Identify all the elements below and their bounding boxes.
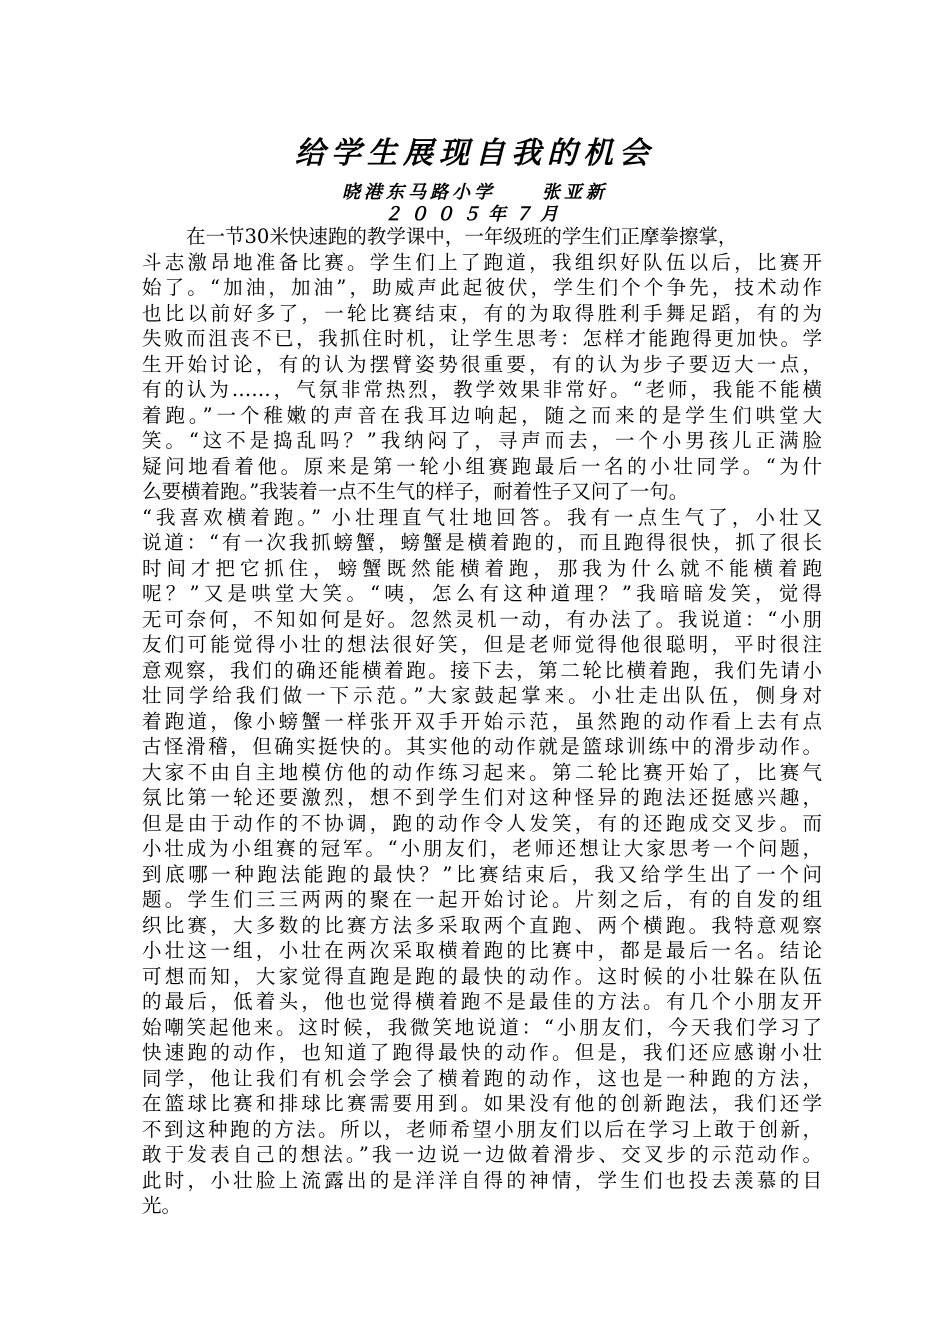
body-line: 小壮成为小组赛的冠军。“小朋友们，老师还想让大家思考一个问题，	[142, 837, 822, 860]
body-line: 说道：“有一次我抓螃蟹，螃蟹是横着跑的，而且跑得很快，抓了很长	[142, 531, 822, 554]
body-line: 呢？”又是哄堂大笑。“咦，怎么有这种道理？”我暗暗发笑，觉得	[142, 582, 822, 605]
body-line: 也比以前好多了，一轮比赛结束，有的为取得胜利手舞足蹈，有的为	[142, 301, 822, 325]
article-body	[142, 224, 822, 1219]
body-line: 无可奈何，不知如何是好。忽然灵机一动，有办法了。我说道：“小朋	[142, 607, 822, 631]
body-line: 时间才把它抓住，螃蟹既然能横着跑，那我为什么就不能横着跑	[142, 556, 822, 580]
body-line: 此时，小壮脸上流露出的是洋洋自得的神情，学生们也投去羡慕的目	[142, 1168, 822, 1192]
body-line: 意观察，我们的确还能横着跑。接下去，第二轮比横着跑，我们先请小	[142, 658, 822, 682]
body-line: 在一节30米快速跑的教学课中，一年级班的学生们正摩拳擦掌，	[186, 225, 738, 248]
body-line: 到底哪一种跑法能跑的最快？”比赛结束后，我又给学生出了一个问	[142, 862, 822, 886]
body-line: 但是由于动作的不协调，跑的动作令人发笑，有的还跑成交叉步。而	[142, 811, 822, 835]
body-line: 壮同学给我们做一下示范。”大家鼓起掌来。小壮走出队伍，侧身对	[142, 684, 822, 707]
body-line: 敢于发表自己的想法。”我一边说一边做着滑步、交叉步的示范动作。	[142, 1143, 822, 1166]
body-line: 有的认为……，气氛非常热烈，教学效果非常好。“老师，我能不能横	[142, 378, 822, 401]
document-title: 给学生展现自我的机会	[295, 136, 655, 171]
body-line: 快速跑的动作，也知道了跑得最快的动作。但是，我们还应感谢小壮	[142, 1041, 822, 1064]
body-line: 友们可能觉得小壮的想法很好笑，但是老师觉得他很聪明，平时很注	[142, 633, 822, 656]
body-line: 同学，他让我们有机会学会了横着跑的动作，这也是一种跑的方法，	[142, 1066, 822, 1090]
body-line: 么要横着跑。”我装着一点不生气的样子，耐着性子又问了一句。	[142, 480, 689, 503]
body-line: 可想而知，大家觉得直跑是跑的最快的动作。这时候的小壮躲在队伍	[142, 964, 822, 988]
body-line: “我喜欢横着跑。” 小壮理直气壮地回答。我有一点生气了，小壮又	[142, 505, 822, 529]
document-date: ２００５年７月	[384, 204, 566, 225]
body-line: 斗志激昂地准备比赛。学生们上了跑道，我组织好队伍以后，比赛开	[142, 250, 822, 274]
school-name: 晓港东马路小学	[342, 182, 496, 203]
body-line: 生开始讨论，有的认为摆臂姿势很重要，有的认为步子要迈大一点，	[142, 352, 822, 376]
body-line: 的最后，低着头，他也觉得横着跑不是最佳的方法。有几个小朋友开	[142, 990, 822, 1013]
body-line: 古怪滑稽，但确实挺快的。其实他的动作就是篮球训练中的滑步动作。	[142, 735, 822, 758]
body-line: 光。	[142, 1194, 182, 1217]
body-line: 小壮这一组，小壮在两次采取横着跑的比赛中，都是最后一名。结论	[142, 939, 822, 962]
body-line: 笑。“这不是捣乱吗？”我纳闷了，寻声而去，一个小男孩儿正满脸	[142, 429, 822, 452]
body-line: 疑问地看着他。原来是第一轮小组赛跑最后一名的小壮同学。“为什	[142, 454, 822, 478]
body-line: 着跑道，像小螃蟹一样张开双手开始示范，虽然跑的动作看上去有点	[142, 709, 822, 733]
body-line: 织比赛，大多数的比赛方法多采取两个直跑、两个横跑。我特意观察	[142, 913, 822, 937]
body-line: 着跑。”一个稚嫩的声音在我耳边响起，随之而来的是学生们哄堂大	[142, 403, 822, 427]
body-line: 失败而沮丧不已，我抓住时机，让学生思考：怎样才能跑得更加快。学	[142, 327, 822, 350]
body-line: 题。学生们三三两两的聚在一起开始讨论。片刻之后，有的自发的组	[142, 888, 822, 911]
body-line: 始嘲笑起他来。这时候，我微笑地说道：“小朋友们，今天我们学习了	[142, 1015, 822, 1039]
body-line: 在篮球比赛和排球比赛需要用到。如果没有他的创新跑法，我们还学	[142, 1092, 822, 1115]
body-line: 不到这种跑的方法。所以，老师希望小朋友们以后在学习上敢于创新，	[142, 1117, 822, 1141]
author-name: 张亚新	[542, 182, 608, 203]
body-line: 氛比第一轮还要激烈，想不到学生们对这种怪异的跑法还挺感兴趣，	[142, 786, 822, 809]
body-line: 始了。“加油，加油”，助威声此起彼伏，学生们个个争先，技术动作	[142, 276, 822, 299]
body-line: 大家不由自主地模仿他的动作练习起来。第二轮比赛开始了，比赛气	[142, 760, 822, 784]
